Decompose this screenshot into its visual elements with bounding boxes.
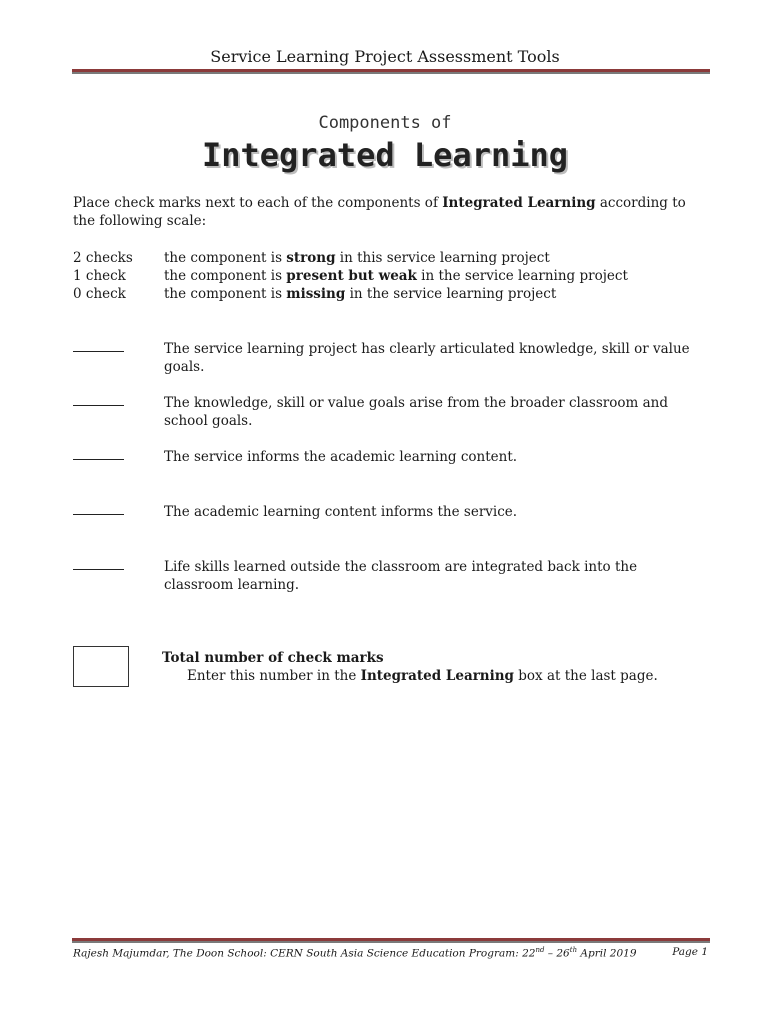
scale-desc-post: in the service learning project	[416, 268, 628, 284]
total-box[interactable]	[73, 646, 129, 687]
scale-desc-bold: present but weak	[286, 268, 417, 284]
scale-desc	[164, 285, 556, 303]
footer-credit-post: April 2019	[577, 947, 637, 960]
checklist-item-text: The academic learning content informs the service.	[164, 504, 518, 520]
scale-desc-pre: the component is	[164, 250, 287, 266]
checklist-item-text: The service informs the academic learning content.	[164, 449, 518, 465]
scale-legend	[73, 249, 628, 303]
scale-desc	[164, 249, 550, 267]
scale-desc-pre: the component is	[164, 268, 287, 284]
scale-label: 0 check	[73, 286, 126, 302]
subtitle: Components of	[318, 113, 452, 133]
checklist-item	[73, 340, 704, 376]
footer-credit	[73, 946, 637, 960]
scale-desc-bold: missing	[286, 286, 346, 302]
check-blank[interactable]	[73, 340, 124, 352]
total-instruction-bold: Integrated Learning	[360, 668, 514, 684]
checklist-item	[73, 394, 704, 430]
check-blank[interactable]	[73, 503, 124, 515]
header-title: Service Learning Project Assessment Tools	[210, 47, 560, 66]
total-instruction	[162, 667, 658, 685]
footer-credit-mid: – 26	[544, 947, 570, 960]
scale-label: 1 check	[73, 268, 126, 284]
scale-desc-bold: strong	[286, 250, 336, 266]
footer-rule	[72, 938, 710, 943]
footer-credit-pre: Rajesh Majumdar, The Doon School: CERN South Asia Science Education Program: 22	[73, 947, 536, 960]
checklist-item	[73, 503, 704, 521]
total-instruction-post: box at the last page.	[514, 668, 658, 684]
total-heading: Total number of check marks	[162, 650, 384, 666]
checklist-item-text: Life skills learned outside the classroom are integrated back into the classroom learning.	[164, 559, 638, 593]
scale-desc-pre: the component is	[164, 286, 287, 302]
intro-bold: Integrated Learning	[442, 195, 596, 211]
checklist-item	[73, 448, 704, 466]
page-number: Page 1	[672, 946, 708, 958]
checklist-item	[73, 558, 704, 594]
total-section	[162, 649, 658, 685]
scale-desc-post: in this service learning project	[335, 250, 550, 266]
footer-sup-nd: nd	[535, 946, 545, 954]
check-blank[interactable]	[73, 394, 124, 406]
checklist-item-text: The knowledge, skill or value goals arise from the broader classroom and school goals.	[164, 395, 668, 429]
check-blank[interactable]	[73, 448, 124, 460]
footer-sup-th: th	[569, 946, 578, 954]
scale-label: 2 checks	[73, 250, 133, 266]
checklist-item-text: The service learning project has clearly articulated knowledge, skill or value goals.	[164, 341, 690, 375]
scale-row	[73, 267, 628, 285]
total-instruction-pre: Enter this number in the	[187, 668, 361, 684]
intro-paragraph	[73, 194, 693, 230]
page-title: Integrated Learning	[201, 136, 569, 174]
scale-desc	[164, 267, 628, 285]
scale-row	[73, 285, 628, 303]
scale-row	[73, 249, 628, 267]
header-rule	[72, 69, 710, 74]
check-blank[interactable]	[73, 558, 124, 570]
intro-post: according to the following scale:	[73, 195, 686, 229]
intro-pre: Place check marks next to each of the components of	[73, 195, 443, 211]
scale-desc-post: in the service learning project	[345, 286, 557, 302]
